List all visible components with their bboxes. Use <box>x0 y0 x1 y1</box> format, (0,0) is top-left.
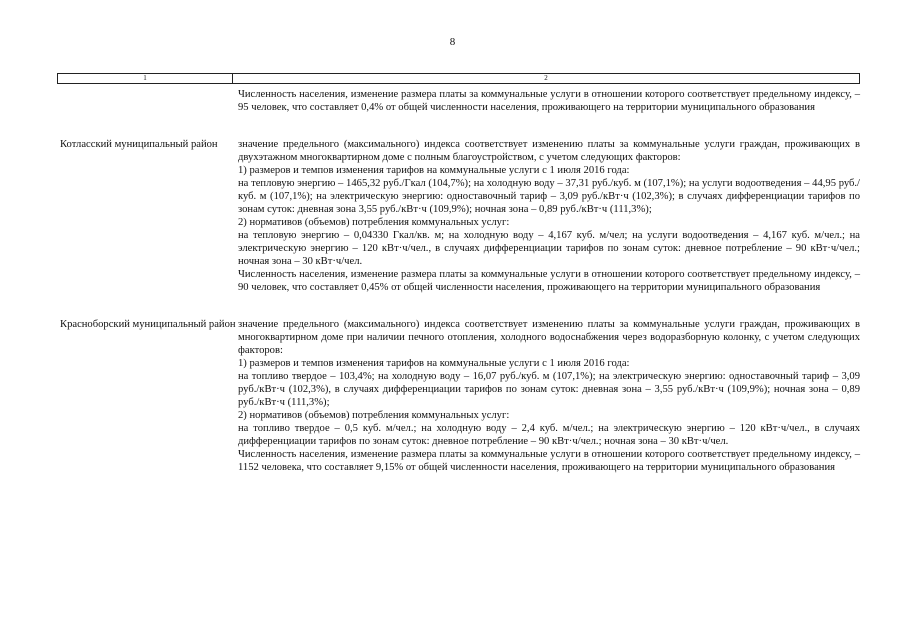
table-header-row <box>57 73 860 84</box>
norms-heading: 2) нормативов (объемов) потребления коммунальных услуг: <box>238 410 510 421</box>
district-description <box>238 88 860 114</box>
tariffs-heading: 1) размеров и темпов изменения тарифов на коммунальные услуги с 1 июля 2016 года: <box>238 358 630 369</box>
index-paragraph: значение предельного (максимального) индекса соответствует изменению платы за коммунальные услуги граждан, проживающих в двухэтажном многоквартирном доме с полным благоустройством, с учетом следующих факторов: <box>238 139 860 163</box>
district-name <box>60 88 238 114</box>
population-paragraph: Численность населения, изменение размера платы за коммунальные услуги в отношении которого соответствует предельному индексу, – 90 человек, что составляет 0,45% от общей численности населения, проживающего на территории муниципального образования <box>238 269 860 293</box>
tariffs-heading: 1) размеров и темпов изменения тарифов на коммунальные услуги с 1 июля 2016 года: <box>238 165 630 176</box>
population-paragraph: Численность населения, изменение размера платы за коммунальные услуги в отношении которого соответствует предельному индексу, – 95 человек, что составляет 0,4% от общей численности населения, проживающего на территории муниципального образования <box>238 89 860 113</box>
district-name: Котласский муниципальный район <box>60 139 218 150</box>
table-row <box>60 138 860 294</box>
column-number-2: 2 <box>544 74 548 82</box>
tariffs-paragraph: на тепловую энергию – 1465,32 руб./Гкал (104,7%); на холодную воду – 37,31 руб./куб. м (107,1%); на услуги водоотведения – 44,95 руб./куб. м (107,1%); на электрическую энергию: одноставочный тариф – 3,09 руб./кВт·ч (102,3%); в случаях дифференциации тарифов по зонам суток: дневная зона 3,55 руб./кВт·ч (109,9%); ночная зона – 0,89 руб./кВт·ч (111,3%); <box>238 178 860 215</box>
district-description <box>238 138 860 294</box>
column-number-1: 1 <box>58 74 233 83</box>
district-name: Красноборский муниципальный район <box>60 319 236 330</box>
page-number: 8 <box>449 36 456 48</box>
norms-paragraph: на тепловую энергию – 0,04330 Гкал/кв. м; на холодную воду – 4,167 куб. м/чел; на услуги водоотведения – 4,167 куб. м/чел.; на электрическую энергию – 120 кВт·ч/чел., в случаях дифференциации тарифов по зонам суток: дневное потребление – 90 кВт·ч/чел.; ночная зона – 30 кВт·ч/чел. <box>238 230 860 267</box>
tariffs-paragraph: на топливо твердое – 103,4%; на холодную воду – 16,07 руб./куб. м (107,1%); на электрическую энергию: одноставочный тариф – 3,09 руб./кВт·ч (102,3%), в случаях дифференциации тарифов по зонам суток: дневная зона – 3,55 руб./кВт·ч (109,9%); ночная зона – 0,89 руб./кВт·ч (111,3%); <box>238 371 860 408</box>
norms-paragraph: на топливо твердое – 0,5 куб. м/чел.; на холодную воду – 2,4 куб. м/чел.; на электрическую энергию – 120 кВт·ч/чел., в случаях дифференциации тарифов по зонам суток: дневное потребление – 90 кВт·ч/чел.; ночная зона – 30 кВт·ч/чел. <box>238 423 860 447</box>
document-body <box>60 88 860 474</box>
population-paragraph: Численность населения, изменение размера платы за коммунальные услуги в отношении которого соответствует предельному индексу, – 1152 человека, что составляет 9,15% от общей численности населения, проживающего на территории муниципального образования <box>238 449 860 473</box>
norms-heading: 2) нормативов (объемов) потребления коммунальных услуг: <box>238 217 510 228</box>
table-row <box>60 318 860 474</box>
index-paragraph: значение предельного (максимального) индекса соответствует изменению платы за коммунальные услуги граждан, проживающих в многоквартирном доме при наличии печного отопления, холодного водоснабжения через водоразборную колонку, с учетом следующих факторов: <box>238 319 860 356</box>
district-description <box>238 318 860 474</box>
table-row <box>60 88 860 114</box>
